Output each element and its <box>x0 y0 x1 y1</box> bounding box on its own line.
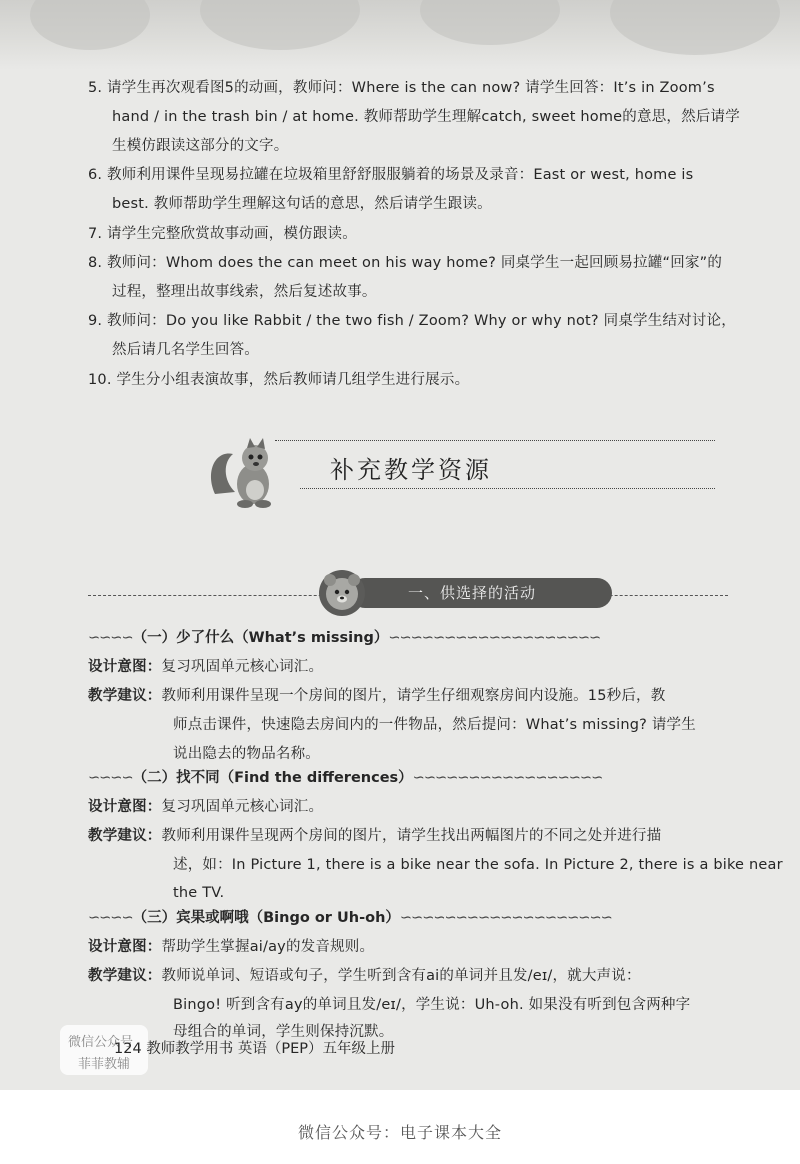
step-9-line-2: 然后请几名学生回答。 <box>112 342 259 358</box>
intent-text: 复习巩固单元核心词汇。 <box>161 799 324 815</box>
activity-2-suggestion <box>88 826 661 846</box>
activity-1-title: （一）少了什么（What’s missing） <box>132 630 389 646</box>
header-top-rule <box>275 440 715 441</box>
suggest-label: 教学建议： <box>88 968 162 984</box>
header-bottom-rule <box>300 488 715 489</box>
intent-text: 帮助学生掌握ai/ay的发音规则。 <box>161 939 375 955</box>
watermark-line: 菲菲教辅 <box>78 1057 131 1072</box>
header-illustration <box>0 0 800 70</box>
suggest-label: 教学建议： <box>88 828 162 844</box>
activity-1-heading <box>88 628 600 648</box>
wave-ornament: ∽∽∽∽ <box>88 630 133 646</box>
step-8-line-2: 过程，整理出故事线索，然后复述故事。 <box>112 284 377 300</box>
wave-ornament: ∽∽∽∽ <box>88 910 133 926</box>
step-7-line: 7. 请学生完整欣赏故事动画，模仿跟读。 <box>88 226 357 242</box>
section-header <box>205 432 725 512</box>
step-6-line-1: 6. 教师利用课件呈现易拉罐在垃圾箱里舒舒服服躺着的场景及录音：East or west, home is <box>88 167 694 183</box>
activity-1-intent <box>88 657 323 677</box>
suggest-line: 说出隐去的物品名称。 <box>173 746 320 762</box>
bear-icon <box>313 568 371 618</box>
activity-3-suggestion <box>88 966 641 986</box>
suggest-line: 母组合的单词，学生则保持沉默。 <box>173 1024 394 1040</box>
subsection-banner <box>88 568 728 618</box>
watermark-line: 微信公众号 <box>68 1035 134 1050</box>
suggest-line: 述，如：In Picture 1, there is a bike near the sofa. In Picture 2, there is a bike near <box>173 857 783 873</box>
intent-label: 设计意图： <box>88 939 162 955</box>
intent-label: 设计意图： <box>88 659 162 675</box>
suggest-line: the TV. <box>173 885 225 901</box>
suggest-line: 教师说单词、短语或句子，学生听到含有ai的单词并且发/eɪ/，就大声说： <box>161 968 641 984</box>
intent-text: 复习巩固单元核心词汇。 <box>161 659 324 675</box>
page-footer: 124 教师教学用书 英语（PEP）五年级上册 <box>114 1041 396 1057</box>
step-9-line-1: 9. 教师问：Do you like Rabbit / the two fish / Zoom? Why or why not? 同桌学生结对讨论， <box>88 313 736 329</box>
wave-ornament: ∽∽∽∽∽∽∽∽∽∽∽∽∽∽∽∽∽∽∽ <box>388 630 601 646</box>
step-8-line-1: 8. 教师问：Whom does the can meet on his way home? 同桌学生一起回顾易拉罐“回家”的 <box>88 255 723 271</box>
step-5-line-3: 生模仿跟读这部分的文字。 <box>112 138 289 154</box>
step-10-line: 10. 学生分小组表演故事，然后教师请几组学生进行展示。 <box>88 372 470 388</box>
suggest-label: 教学建议： <box>88 688 162 704</box>
suggest-line: 师点击课件，快速隐去房间内的一件物品，然后提问：What’s missing? 请学生 <box>173 717 696 733</box>
suggest-line: 教师利用课件呈现一个房间的图片，请学生仔细观察房间内设施。15秒后，教 <box>161 688 666 704</box>
intent-label: 设计意图： <box>88 799 162 815</box>
wave-ornament: ∽∽∽∽∽∽∽∽∽∽∽∽∽∽∽∽∽ <box>412 770 603 786</box>
suggest-line: Bingo! 听到含有ay的单词且发/eɪ/，学生说：Uh-oh. 如果没有听到包含两种字 <box>173 997 691 1013</box>
step-5-line-1: 5. 请学生再次观看图5的动画，教师问：Where is the can now? 请学生回答：It’s in Zoom’s <box>88 80 715 96</box>
activity-3-title: （三）宾果或啊哦（Bingo or Uh-oh） <box>132 910 400 926</box>
activity-3-intent <box>88 937 374 957</box>
wave-ornament: ∽∽∽∽∽∽∽∽∽∽∽∽∽∽∽∽∽∽∽ <box>399 910 612 926</box>
step-5-line-2: hand / in the trash bin / at home. 教师帮助学生理解catch, sweet home的意思，然后请学 <box>112 109 740 125</box>
activity-2-heading <box>88 768 602 788</box>
activity-2-intent <box>88 797 323 817</box>
step-6-line-2: best. 教师帮助学生理解这句话的意思，然后请学生跟读。 <box>112 196 492 212</box>
subsection-title: 一、供选择的活动 <box>350 578 612 608</box>
squirrel-icon <box>205 432 285 512</box>
suggest-line: 教师利用课件呈现两个房间的图片，请学生找出两幅图片的不同之处并进行描 <box>161 828 662 844</box>
bottom-credit: 微信公众号：电子课本大全 <box>297 1123 502 1142</box>
wave-ornament: ∽∽∽∽ <box>88 770 133 786</box>
section-title: 补充教学资源 <box>330 456 492 484</box>
activity-2-title: （二）找不同（Find the differences） <box>132 770 413 786</box>
activity-3-heading <box>88 908 612 928</box>
activity-1-suggestion <box>88 686 665 706</box>
